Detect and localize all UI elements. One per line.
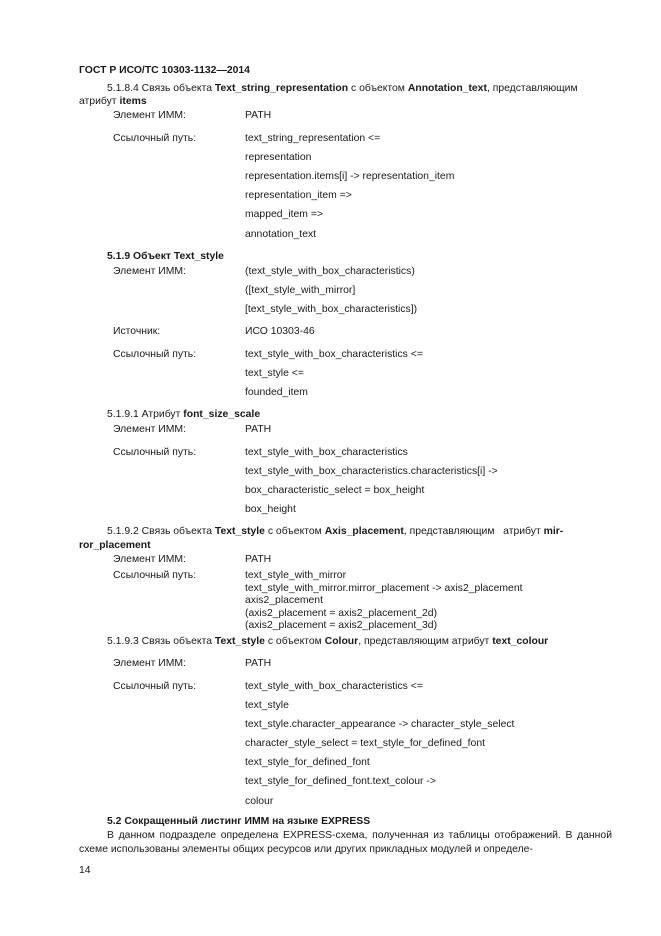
- entity-name: Colour: [324, 636, 359, 647]
- source-label: Источник:: [113, 326, 161, 337]
- elem-value: PATH: [245, 658, 272, 669]
- entity-name: Axis_placement: [324, 526, 404, 537]
- ref-line: representation_item =>: [245, 190, 352, 201]
- ref-line: text_style: [245, 700, 289, 711]
- entity-name: Text_style: [214, 636, 265, 647]
- elem-value: PATH: [245, 110, 272, 121]
- section-52-heading: 5.2 Сокращенный листинг ИММ на языке EXPRESS: [107, 816, 371, 827]
- section-52-paragraph: В данном подразделе определена EXPRESS-схема, полученная из таблицы отображений. В данной схеме использованы элементы общих ресурсов или других прикладных модулей и определе-: [79, 830, 612, 855]
- section-number: 5.1.9.3 Связь объекта: [107, 636, 215, 647]
- attribute-name: text_colour: [492, 636, 549, 647]
- elem-label: Элемент ИММ:: [113, 110, 186, 121]
- ref-line: text_style_with_box_characteristics <=: [245, 349, 423, 360]
- ref-line: box_height: [245, 504, 296, 515]
- entity-name: Text_style: [214, 526, 265, 537]
- ref-line: (axis2_placement = axis2_placement_3d): [245, 620, 438, 631]
- page-number: 14: [79, 865, 91, 876]
- section-5191-title: [107, 409, 260, 421]
- ref-label: Ссылочный путь:: [113, 681, 197, 692]
- ref-line: colour: [245, 796, 274, 807]
- ref-line: text_style_with_mirror: [245, 570, 347, 581]
- ref-line: text_style <=: [245, 368, 304, 379]
- elem-value: PATH: [245, 554, 272, 565]
- elem-label: Элемент ИММ:: [113, 658, 186, 669]
- ref-label: Ссылочный путь:: [113, 133, 197, 144]
- ref-line: founded_item: [245, 387, 308, 398]
- elem-label: Элемент ИММ:: [113, 554, 186, 565]
- connector-text: , представляющим: [486, 83, 578, 94]
- ref-line: text_style_for_defined_font.text_colour ->: [245, 776, 436, 787]
- section-5192-title: [107, 526, 563, 538]
- elem-line: (text_style_with_box_characteristics): [245, 266, 415, 277]
- ref-line: text_style_with_box_characteristics: [245, 447, 408, 458]
- ref-line: mapped_item =>: [245, 209, 323, 220]
- connector-text: , представляющим атрибут: [358, 636, 493, 647]
- ref-line: text_style_with_mirror.mirror_placement -> axis2_placement: [245, 583, 523, 594]
- section-519-heading: 5.1.9 Объект Text_style: [107, 251, 224, 262]
- elem-label: Элемент ИММ:: [113, 424, 186, 435]
- section-5184-title-line2: [79, 96, 147, 108]
- attribute-name: items: [119, 96, 147, 107]
- connector-text: с объектом: [264, 636, 325, 647]
- ref-line: (axis2_placement = axis2_placement_2d): [245, 608, 438, 619]
- elem-line: ([text_style_with_mirror]: [245, 285, 356, 296]
- ref-line: representation.items[i] -> representation_item: [245, 171, 455, 182]
- connector-text: атрибут: [79, 96, 120, 107]
- attribute-name: font_size_scale: [183, 409, 261, 420]
- ref-line: representation: [245, 152, 312, 163]
- ref-line: text_style_with_box_characteristics.characteristics[i] ->: [245, 466, 498, 477]
- ref-line: character_style_select = text_style_for_defined_font: [245, 738, 485, 749]
- attribute-name: mir-: [543, 526, 564, 537]
- elem-line: [text_style_with_box_characteristics]): [245, 304, 418, 315]
- section-number: 5.1.8.4 Связь объекта: [107, 83, 215, 94]
- ref-line: box_characteristic_select = box_height: [245, 485, 425, 496]
- connector-text: с объектом: [348, 83, 408, 94]
- ref-label: Ссылочный путь:: [113, 570, 197, 581]
- connector-text: , представляющим атрибут: [403, 526, 544, 537]
- elem-value: PATH: [245, 424, 272, 435]
- section-number: 5.1.9.1 Атрибут: [107, 409, 184, 420]
- ref-line: text_style.character_appearance -> character_style_select: [245, 719, 515, 730]
- elem-label: Элемент ИММ:: [113, 266, 186, 277]
- document-header: ГОСТ Р ИСО/ТС 10303-1132—2014: [79, 65, 250, 76]
- entity-name: Annotation_text: [407, 83, 487, 94]
- ref-label: Ссылочный путь:: [113, 349, 197, 360]
- ref-line: text_string_representation <=: [245, 133, 381, 144]
- entity-name: Text_string_representation: [214, 83, 349, 94]
- ref-line: annotation_text: [245, 229, 317, 240]
- connector-text: с объектом: [264, 526, 325, 537]
- ref-line: axis2_placement: [245, 595, 323, 606]
- section-5184-title: [107, 83, 578, 95]
- section-number: 5.1.9.2 Связь объекта: [107, 526, 215, 537]
- attribute-name-continued: ror_placement: [79, 540, 151, 551]
- section-5193-title: [107, 636, 548, 648]
- ref-line: text_style_for_defined_font: [245, 757, 370, 768]
- source-value: ИСО 10303-46: [245, 326, 315, 337]
- ref-line: text_style_with_box_characteristics <=: [245, 681, 423, 692]
- ref-label: Ссылочный путь:: [113, 447, 197, 458]
